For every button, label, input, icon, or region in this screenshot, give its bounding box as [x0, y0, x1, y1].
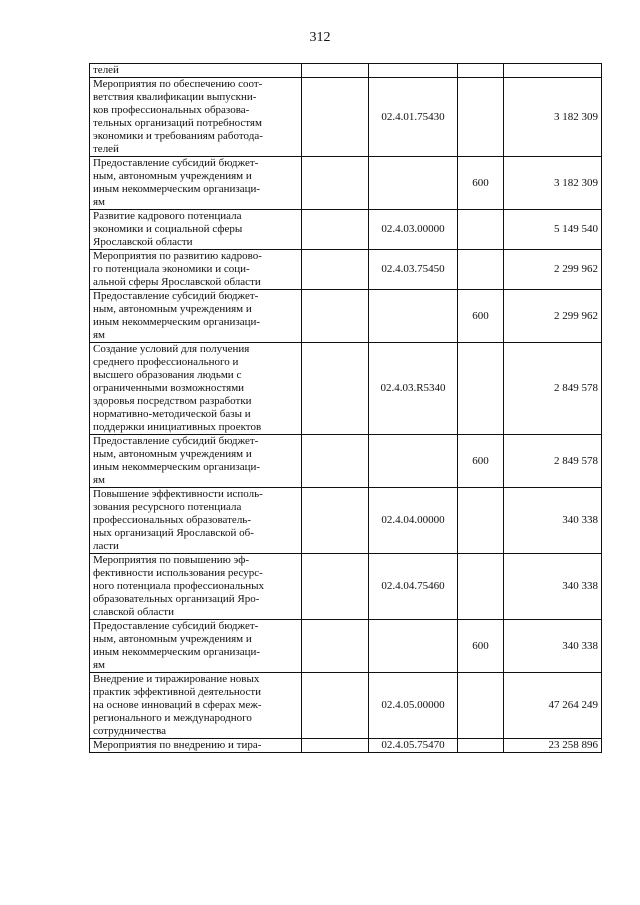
empty-cell [302, 488, 369, 554]
amount-cell: 2 849 578 [504, 435, 602, 488]
expense-type-cell [458, 78, 504, 157]
row-name-line: фективности использования ресурс- [93, 567, 263, 579]
budget-table [89, 63, 602, 753]
amount-cell: 2 849 578 [504, 343, 602, 435]
table-row [90, 250, 602, 290]
row-name-line: профессиональных образователь- [93, 514, 251, 526]
amount-cell: 340 338 [504, 620, 602, 673]
amount-cell: 47 264 249 [504, 673, 602, 739]
table-row [90, 620, 602, 673]
row-name-cell [90, 488, 302, 554]
row-name-cell [90, 554, 302, 620]
empty-cell [302, 739, 369, 753]
amount-cell: 340 338 [504, 488, 602, 554]
row-name-line: Повышение эффективности исполь- [93, 488, 263, 500]
table-row [90, 157, 602, 210]
row-name-line: ям [93, 474, 106, 486]
row-name-line: Мероприятия по повышению эф- [93, 554, 250, 566]
row-name-line: Создание условий для получения [93, 343, 250, 355]
amount-cell: 5 149 540 [504, 210, 602, 250]
row-name-cell [90, 343, 302, 435]
amount-cell: 340 338 [504, 554, 602, 620]
empty-cell [302, 210, 369, 250]
row-name-line: иным некоммерческим организаци- [93, 183, 261, 195]
target-code-cell [369, 157, 458, 210]
row-name-line: Предоставление субсидий бюджет- [93, 290, 259, 302]
target-code-cell: 02.4.03.R5340 [369, 343, 458, 435]
empty-cell [302, 435, 369, 488]
row-name-line: ограниченными возможностями [93, 382, 245, 394]
row-name-line: ям [93, 329, 106, 341]
empty-cell [302, 620, 369, 673]
row-name-line: ным, автономным учреждениям и [93, 633, 252, 645]
target-code-cell: 02.4.04.75460 [369, 554, 458, 620]
amount-cell: 2 299 962 [504, 290, 602, 343]
table-row [90, 290, 602, 343]
row-name-line: Ярославской области [93, 236, 193, 248]
row-name-line: альной сферы Ярославской области [93, 276, 261, 288]
row-name-cell [90, 739, 302, 753]
row-name-line: тельных организаций потребностям [93, 117, 262, 129]
expense-type-cell: 600 [458, 620, 504, 673]
table-row [90, 554, 602, 620]
empty-cell [302, 78, 369, 157]
table-row [90, 78, 602, 157]
empty-cell [302, 250, 369, 290]
empty-cell [302, 673, 369, 739]
table-row [90, 435, 602, 488]
amount-cell: 3 182 309 [504, 157, 602, 210]
row-name-line: ков профессиональных образова- [93, 104, 250, 116]
row-name-cell [90, 157, 302, 210]
page-number: 312 [309, 30, 331, 45]
table-row [90, 64, 602, 78]
row-name-line: ям [93, 659, 106, 671]
row-name-line: зования ресурсного потенциала [93, 501, 242, 513]
expense-type-cell [458, 250, 504, 290]
row-name-line: здоровья посредством разработки [93, 395, 252, 407]
row-name-line: практик эффективной деятельности [93, 686, 262, 698]
row-name-line: ным, автономным учреждениям и [93, 448, 252, 460]
target-code-cell: 02.4.05.00000 [369, 673, 458, 739]
row-name-cell [90, 435, 302, 488]
table-row [90, 673, 602, 739]
row-name-line: Мероприятия по обеспечению соот- [93, 78, 263, 90]
target-code-cell [369, 435, 458, 488]
row-name-line: ласти [93, 540, 119, 552]
expense-type-cell: 600 [458, 290, 504, 343]
row-name-line: го потенциала экономики и соци- [93, 263, 250, 275]
row-name-line: Предоставление субсидий бюджет- [93, 620, 259, 632]
row-name-cell [90, 64, 302, 78]
empty-cell [302, 64, 369, 78]
target-code-cell: 02.4.03.00000 [369, 210, 458, 250]
row-name-cell [90, 210, 302, 250]
table-body [90, 64, 602, 753]
row-name-line: ных организаций Ярославской об- [93, 527, 254, 539]
empty-cell [302, 290, 369, 343]
row-name-line: Внедрение и тиражирование новых [93, 673, 260, 685]
target-code-cell: 02.4.03.75450 [369, 250, 458, 290]
row-name-cell [90, 620, 302, 673]
row-name-line: поддержки инициативных проектов [93, 421, 262, 433]
expense-type-cell [458, 554, 504, 620]
target-code-cell: 02.4.04.00000 [369, 488, 458, 554]
row-name-line: телей [93, 64, 119, 76]
row-name-cell [90, 290, 302, 343]
row-name-line: Предоставление субсидий бюджет- [93, 435, 259, 447]
table-row [90, 210, 602, 250]
table-row [90, 739, 602, 753]
row-name-line: Развитие кадрового потенциала [93, 210, 242, 222]
expense-type-cell [458, 673, 504, 739]
row-name-line: Предоставление субсидий бюджет- [93, 157, 259, 169]
target-code-cell [369, 64, 458, 78]
row-name-line: ным, автономным учреждениям и [93, 170, 252, 182]
expense-type-cell [458, 64, 504, 78]
empty-cell [302, 554, 369, 620]
expense-type-cell [458, 210, 504, 250]
empty-cell [302, 343, 369, 435]
row-name-cell [90, 78, 302, 157]
table-row [90, 488, 602, 554]
target-code-cell [369, 290, 458, 343]
empty-cell [302, 157, 369, 210]
row-name-line: среднего профессионального и [93, 356, 239, 368]
row-name-line: ветствия квалификации выпускни- [93, 91, 257, 103]
row-name-line: иным некоммерческим организаци- [93, 316, 261, 328]
amount-cell [504, 64, 602, 78]
row-name-line: экономики и социальной сферы [93, 223, 243, 235]
table-row [90, 343, 602, 435]
row-name-line: сотрудничества [93, 725, 167, 737]
row-name-line: нормативно-методической базы и [93, 408, 251, 420]
expense-type-cell [458, 488, 504, 554]
row-name-line: регионального и международного [93, 712, 252, 724]
amount-cell: 3 182 309 [504, 78, 602, 157]
amount-cell: 23 258 896 [504, 739, 602, 753]
expense-type-cell: 600 [458, 157, 504, 210]
row-name-cell [90, 250, 302, 290]
expense-type-cell [458, 739, 504, 753]
row-name-line: телей [93, 143, 119, 155]
row-name-line: иным некоммерческим организаци- [93, 646, 261, 658]
row-name-line: высшего образования людьми с [93, 369, 242, 381]
row-name-line: ным, автономным учреждениям и [93, 303, 252, 315]
expense-type-cell [458, 343, 504, 435]
row-name-line: Мероприятия по развитию кадрово- [93, 250, 262, 262]
row-name-line: образовательных организаций Яро- [93, 593, 260, 605]
row-name-line: ного потенциала профессиональных [93, 580, 265, 592]
row-name-cell [90, 673, 302, 739]
row-name-line: экономики и требованиям работода- [93, 130, 263, 142]
target-code-cell: 02.4.05.75470 [369, 739, 458, 753]
row-name-line: ям [93, 196, 106, 208]
expense-type-cell: 600 [458, 435, 504, 488]
row-name-line: иным некоммерческим организаци- [93, 461, 261, 473]
target-code-cell [369, 620, 458, 673]
row-name-line: на основе инноваций в сферах меж- [93, 699, 262, 711]
amount-cell: 2 299 962 [504, 250, 602, 290]
target-code-cell: 02.4.01.75430 [369, 78, 458, 157]
row-name-line: славской области [93, 606, 174, 618]
row-name-line: Мероприятия по внедрению и тира- [93, 739, 262, 751]
